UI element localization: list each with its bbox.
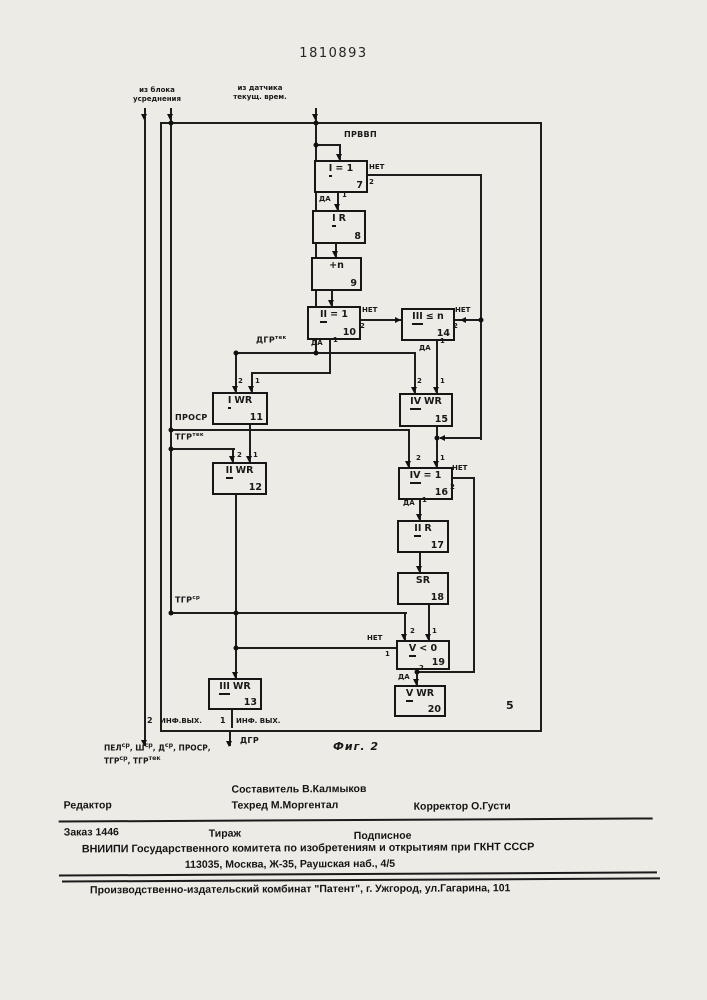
box-var: II [226, 466, 233, 479]
label-out1-port: 1 [220, 716, 226, 725]
label-port: 1 [440, 377, 445, 385]
label-yes: ДА [403, 499, 415, 507]
box-var: III [219, 682, 230, 695]
label-port: 1 [440, 454, 445, 462]
address-line: 113035, Москва, Ж-35, Раушская наб., 4/5 [184, 857, 396, 871]
input-label-line: из блока [139, 86, 175, 94]
label-port: 2 [453, 322, 458, 330]
box-operation: = 1 [330, 309, 348, 320]
box-operation: WR [416, 688, 435, 699]
techred-credit: Техред М.Моргентал [231, 799, 339, 812]
box-number: 20 [427, 703, 441, 715]
input-label-line: усреднения [133, 95, 181, 104]
figure-caption: Фиг. 2 [333, 740, 380, 753]
label-yes: ДА [398, 673, 410, 681]
box-var: I [332, 214, 336, 227]
label-port: 1 [253, 451, 258, 459]
label-port: 1 [255, 377, 260, 385]
box-operation: WR [234, 395, 253, 406]
box-operation: R [424, 523, 432, 534]
output-signal-line: $ТГР^{ср}$, $ТГР^{тек}$ [104, 755, 161, 766]
box-number: 19 [431, 656, 445, 668]
label-tgr-tek: $ТГР^{тек}$ [175, 432, 204, 442]
block-5-ref: 5 [506, 699, 514, 712]
label-prosr: ПРОСР [175, 413, 208, 422]
label-out2-port: 2 [147, 716, 153, 725]
box-number: 8 [354, 230, 361, 242]
label-out-dgr: ДГР [240, 736, 259, 745]
compiler-credit: Составитель В.Калмыков [231, 782, 367, 796]
label-port: 2 [417, 377, 422, 385]
box-var: IV [410, 471, 421, 484]
box-number: 15 [434, 413, 448, 425]
label-dgr-tek: $ДГР^{тек}$ [256, 335, 287, 345]
box-var: I [228, 396, 232, 409]
label-port: 2 [237, 451, 242, 459]
label-inf-out-1: ИНФ. ВЫХ. [236, 717, 281, 725]
label-port: 1 [385, 650, 390, 658]
box-number: 9 [350, 277, 357, 289]
label-port: 2 [419, 664, 424, 672]
box-var: I [329, 164, 333, 177]
box-operation: +n [329, 260, 344, 271]
box-operation: WR [232, 681, 251, 692]
tirazh-label: Тираж [208, 827, 241, 840]
label-port: 2 [416, 454, 421, 462]
label-prvvp: ПРВВП [344, 130, 377, 139]
label-port: 2 [360, 322, 365, 330]
vniipi-line: ВНИИПИ Государственного комитета по изобретениям и открытиям при ГКНТ СССР [81, 841, 535, 856]
label-yes: ДА [311, 339, 323, 347]
label-yes: ДА [319, 195, 331, 203]
box-number: 12 [248, 481, 262, 493]
plant-line: Производственно-издательский комбинат "Патент", г. Ужгород, ул.Гагарина, 101 [90, 882, 511, 897]
label-port: 2 [238, 377, 243, 385]
box-var: IV [410, 397, 421, 410]
box-operation: R [338, 213, 346, 224]
divider-rule [62, 877, 660, 882]
box-var: II [414, 524, 421, 537]
label-port: 1 [432, 627, 437, 635]
box-number: 11 [249, 411, 263, 423]
box-number: 10 [342, 326, 356, 338]
divider-rule [59, 817, 653, 822]
label-no: НЕТ [452, 464, 468, 472]
label-port: 2 [369, 178, 374, 186]
label-port: 2 [410, 627, 415, 635]
label-port: 1 [422, 496, 427, 504]
input-label-line: из датчика [237, 84, 283, 92]
label-port: 1 [440, 337, 445, 345]
box-number: 14 [436, 327, 450, 339]
editor-credit: Редактор [63, 799, 112, 812]
label-inf-out-2: ИНФ.ВЫХ. [160, 717, 202, 725]
patent-number: 1810893 [299, 46, 368, 61]
box-var: V [409, 644, 416, 657]
box-number: 18 [430, 591, 444, 603]
output-signal-line: $ПЕЛ^{ср}$, $Ш^{ср}$, $Д^{ср}$, ПРОСР, [104, 742, 211, 753]
box-operation: SR [415, 575, 431, 586]
box-var: III [412, 312, 423, 325]
label-no: НЕТ [455, 306, 471, 314]
label-no: НЕТ [367, 634, 383, 642]
input-label-line: текущ. врем. [233, 93, 287, 102]
label-no: НЕТ [369, 163, 385, 171]
divider-rule [59, 871, 657, 876]
order-number: Заказ 1446 [63, 826, 119, 839]
podpisnoe-label: Подписное [353, 829, 412, 843]
box-var: II [320, 310, 327, 323]
label-port: 1 [333, 336, 338, 344]
box-operation: WR [235, 465, 254, 476]
box-number: 7 [356, 179, 363, 191]
label-no: НЕТ [362, 306, 378, 314]
box-operation: < 0 [419, 643, 438, 654]
box-operation: ≤ n [425, 311, 444, 322]
box-number: 16 [434, 486, 448, 498]
label-tgr-sr: $ТГР^{ср}$ [175, 595, 201, 605]
box-operation: = 1 [335, 163, 354, 174]
label-port: 1 [342, 191, 347, 199]
box-number: 17 [430, 539, 444, 551]
box-operation: WR [424, 396, 442, 407]
label-port: 2 [450, 483, 455, 491]
corrector-credit: Корректор О.Густи [413, 800, 511, 813]
label-yes: ДА [419, 344, 431, 352]
box-number: 13 [243, 696, 257, 708]
box-var: V [406, 689, 413, 702]
box-operation: = 1 [423, 470, 442, 481]
